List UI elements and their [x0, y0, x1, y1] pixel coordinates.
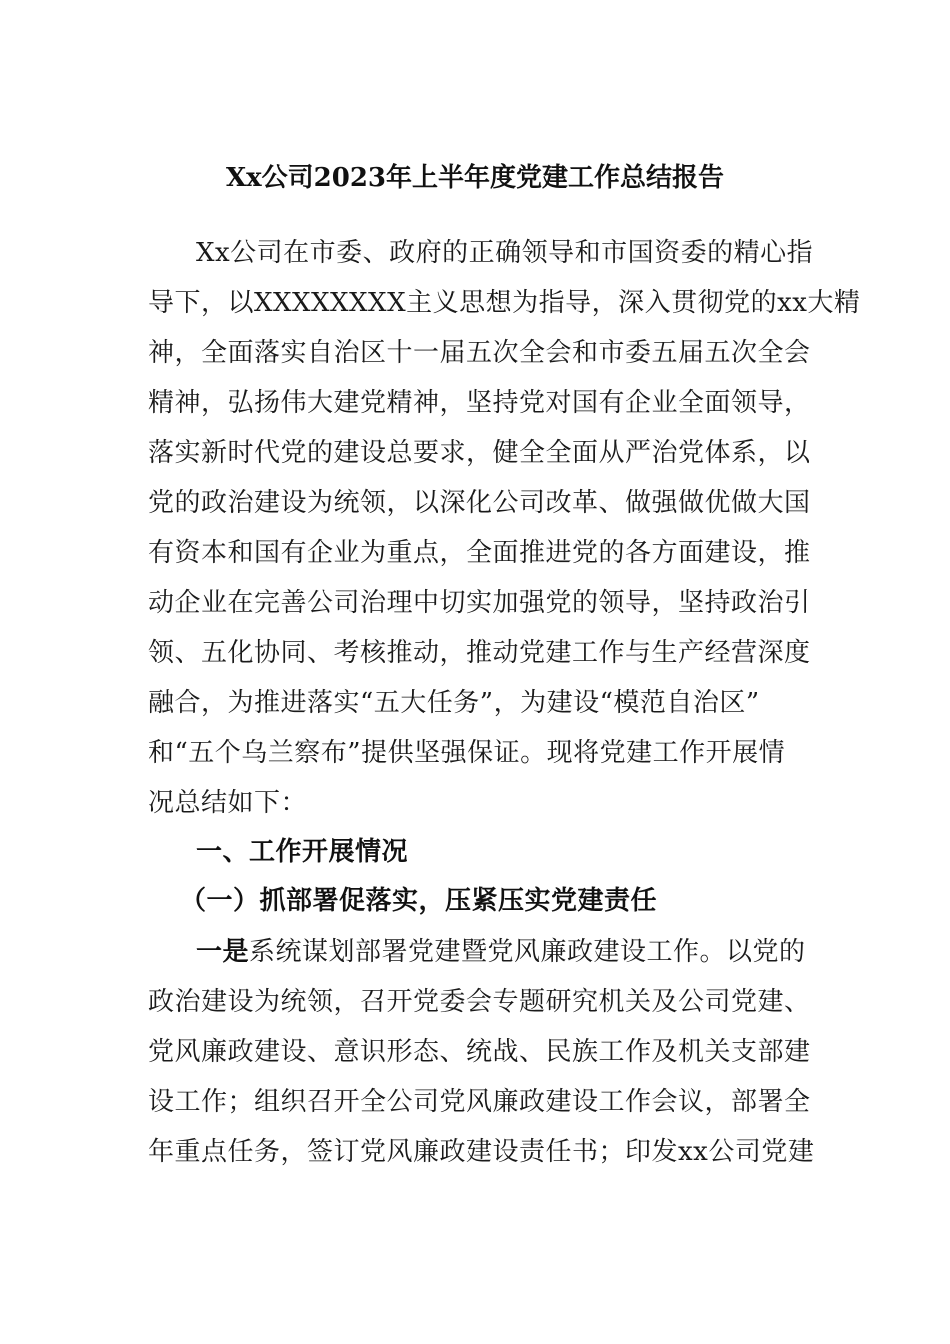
section-heading: 一、工作开展情况	[196, 837, 409, 867]
intro-line-2: 导下，以XXXXXXXX主义思想为指导，深入贯彻党的xx大精	[148, 288, 861, 318]
item-one-line-5: 年重点任务，签订党风廉政建设责任书；印发xx公司党建	[148, 1137, 815, 1167]
intro-line-10: 融合，为推进落实“五大任务”，为建设“模范自治区”	[148, 688, 760, 718]
subsection-heading: （一）抓部署促落实，压紧压实党建责任	[180, 886, 658, 916]
intro-line-3: 神，全面落实自治区十一届五次全会和市委五届五次全会	[148, 338, 811, 368]
intro-line-6: 党的政治建设为统领，以深化公司改革、做强做优做大国	[148, 488, 811, 518]
intro-line-11: 和“五个乌兰察布”提供坚强保证。现将党建工作开展情	[148, 738, 786, 768]
item-one-line-4: 设工作；组织召开全公司党风廉政建设工作会议，部署全	[148, 1087, 811, 1117]
item-one-line-3: 党风廉政建设、意识形态、统战、民族工作及机关支部建	[148, 1037, 811, 1067]
intro-line-12: 况总结如下：	[148, 788, 308, 818]
intro-line-7: 有资本和国有企业为重点，全面推进党的各方面建设，推	[148, 538, 811, 568]
item-one-line-2: 政治建设为统领，召开党委会专题研究机关及公司党建、	[148, 987, 811, 1017]
document-title: Xx公司2023年上半年度党建工作总结报告	[225, 163, 725, 193]
item-one-lead: 一是	[196, 937, 250, 967]
intro-line-1: Xx公司在市委、政府的正确领导和市国资委的精心指	[196, 238, 814, 268]
item-one-first-line	[196, 932, 806, 972]
intro-line-8: 动企业在完善公司治理中切实加强党的领导，坚持政治引	[148, 588, 811, 618]
intro-line-4: 精神，弘扬伟大建党精神，坚持党对国有企业全面领导，	[148, 388, 811, 418]
intro-line-9: 领、五化协同、考核推动，推动党建工作与生产经营深度	[148, 638, 811, 668]
intro-line-5: 落实新时代党的建设总要求，健全全面从严治党体系，以	[148, 438, 811, 468]
item-one-first-line-text: 系统谋划部署党建暨党风廉政建设工作。以党的	[249, 937, 806, 967]
